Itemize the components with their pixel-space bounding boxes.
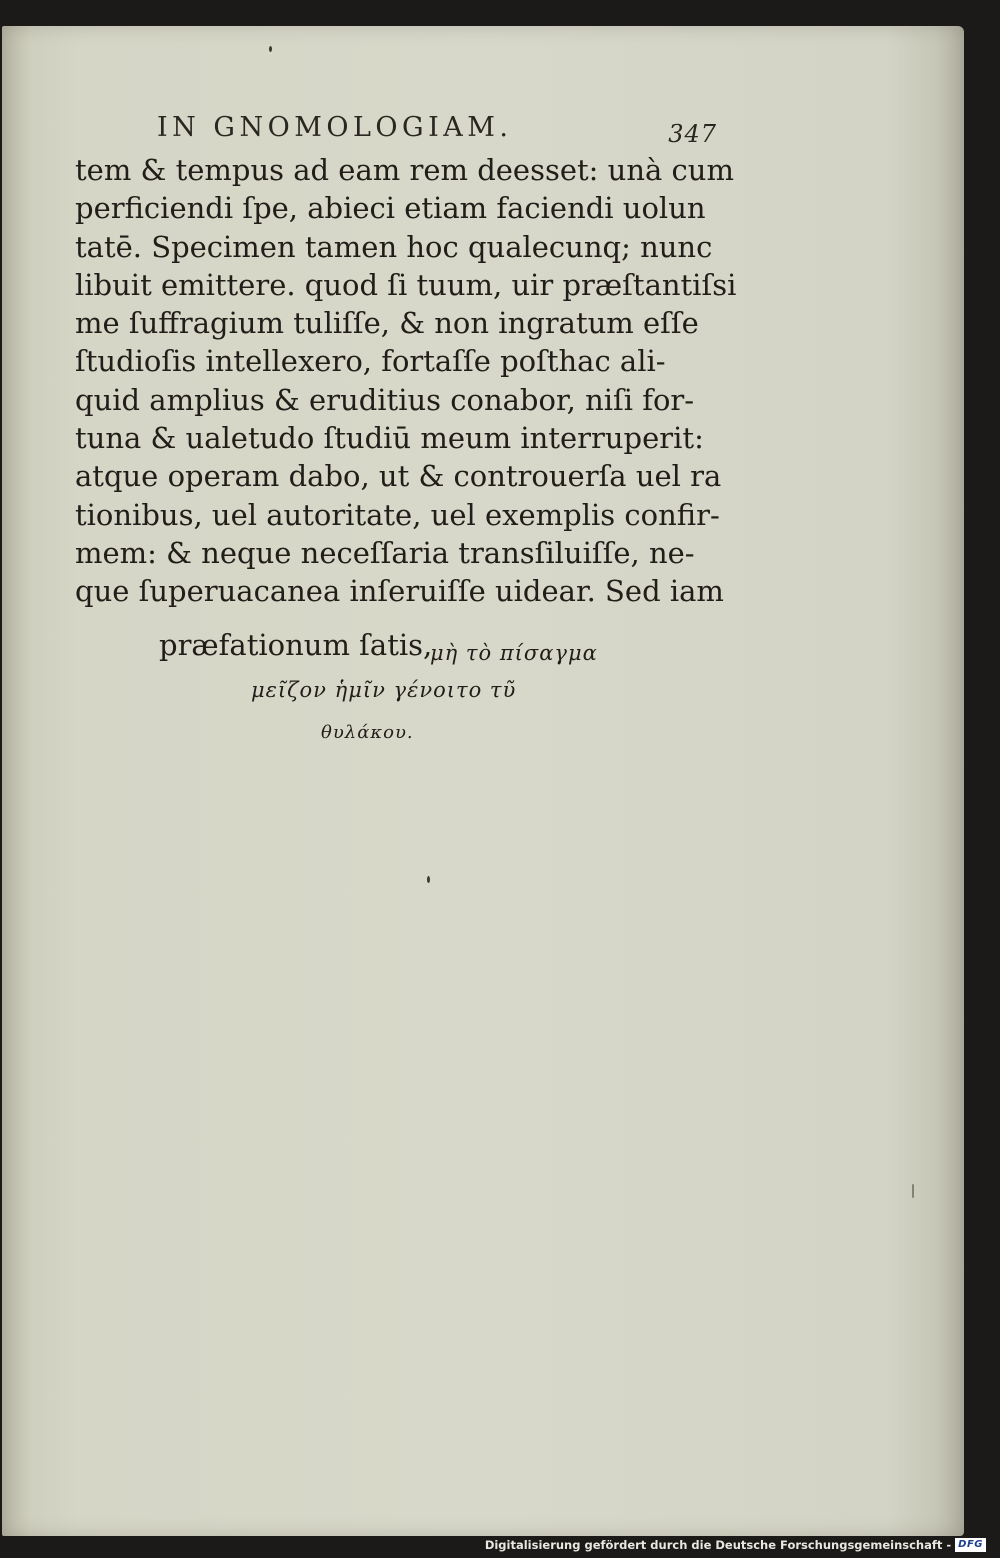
book-page	[2, 26, 964, 1536]
closing-greek-line-2: μεῖζον ἡμῖν γένοιτο τῦ	[251, 678, 517, 702]
paper-speck	[269, 46, 272, 52]
paper-speck	[912, 1184, 914, 1198]
text-line: perficiendi ſpe, abieci etiam faciendi uolun	[75, 191, 706, 226]
text-line: me ſuffragium tuliſſe, & non ingratum eſſe	[75, 306, 699, 341]
text-line: quid amplius & eruditius conabor, niſi for-	[75, 382, 695, 417]
dfg-logo: DFG	[955, 1538, 986, 1552]
page-number: 347	[668, 120, 717, 148]
closing-greek-line-1: μὴ τὸ πίσαγμα	[430, 641, 598, 665]
text-line: ſtudioſis intellexero, fortaſſe poſthac ali-	[75, 344, 666, 379]
body-text	[75, 151, 737, 743]
digitization-footer	[485, 1536, 986, 1554]
text-line: tuna & ualetudo ſtudiū meum interruperit:	[75, 421, 704, 456]
footer-credit: Digitalisierung gefördert durch die Deutsche Forschungsgemeinschaft -	[484, 1538, 952, 1552]
text-line: tem & tempus ad eam rem deesset: unà cum	[75, 153, 734, 187]
page-header	[157, 112, 717, 152]
paper-speck	[427, 876, 430, 883]
running-head: IN GNOMOLOGIAM.	[157, 112, 513, 143]
text-line: mem: & neque neceſſaria transſiluiſſe, ne-	[75, 535, 695, 570]
text-line: tionibus, uel autoritate, uel exemplis confir-	[75, 497, 720, 532]
text-line: libuit emittere. quod ſi tuum, uir præſtantiſsi	[75, 267, 737, 302]
text-line: atque operam dabo, ut & controuerſa uel ra	[75, 459, 722, 494]
closing-latin: præfationum ſatis,	[159, 628, 433, 662]
text-line: tatē. Specimen tamen hoc qualecunq; nunc	[75, 229, 713, 264]
closing-greek-line-3: θυλάκου.	[321, 722, 414, 743]
text-line: que ſuperuacanea inſeruiſſe uidear. Sed iam	[75, 574, 724, 609]
